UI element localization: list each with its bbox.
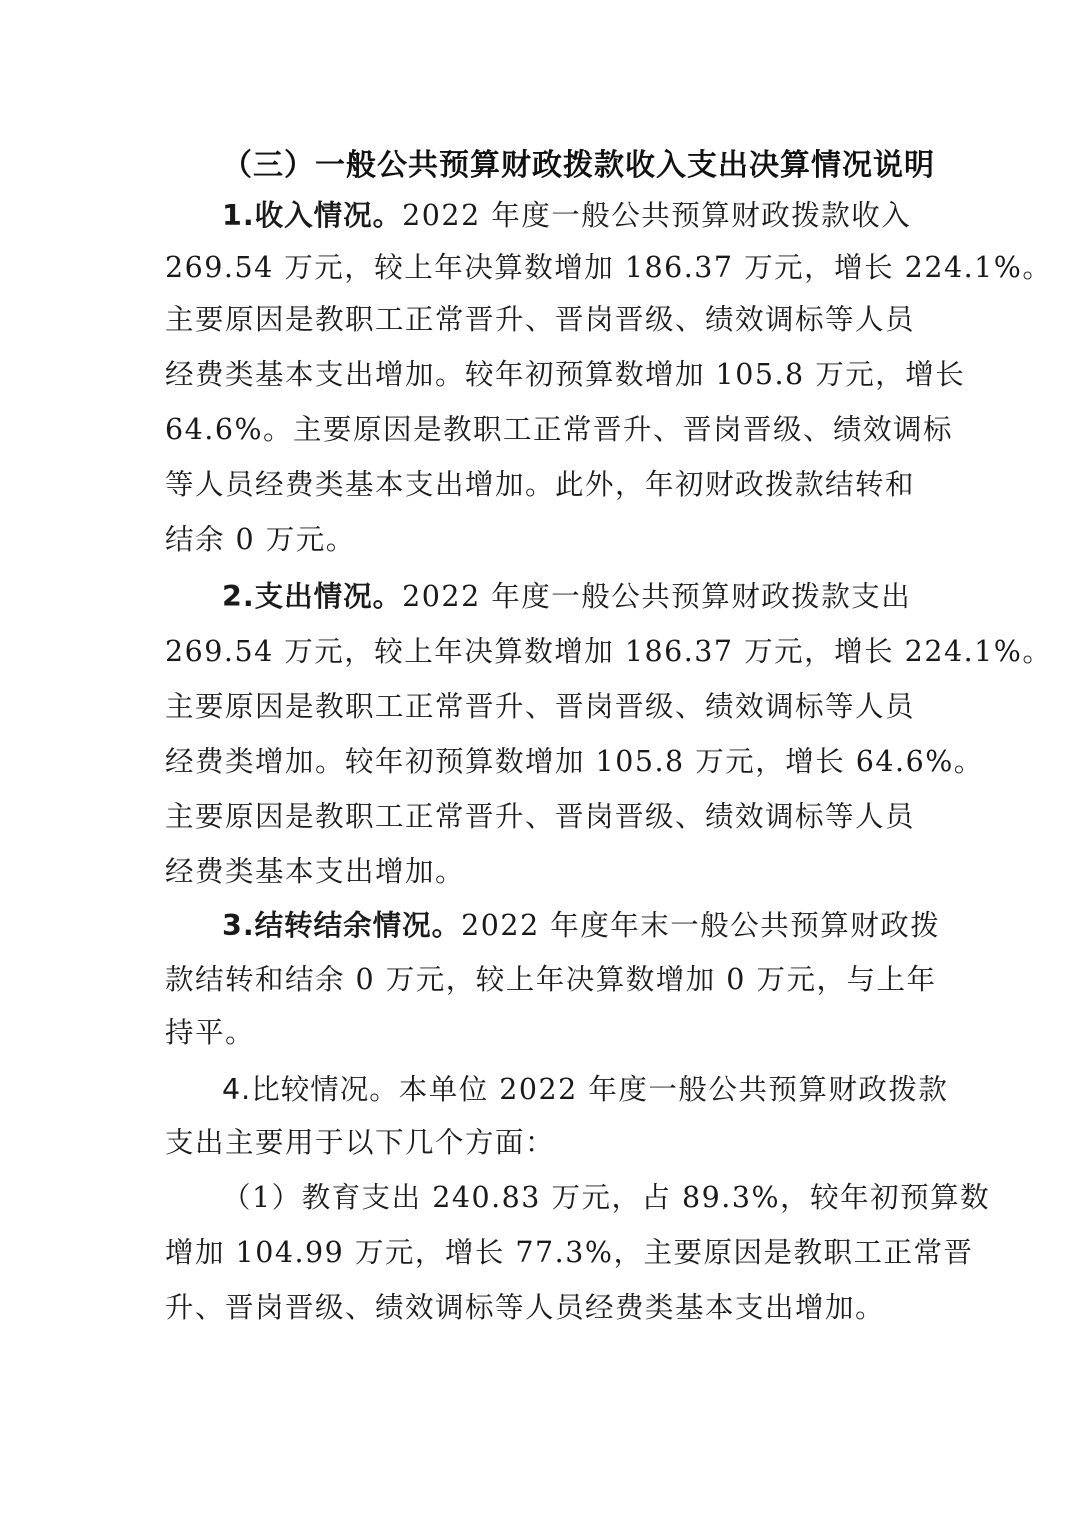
paragraph-line — [222, 196, 1022, 236]
expense-heading: 2.支出情况。 — [222, 580, 403, 613]
text-line: 增加 104.99 万元，增长 77.3%，主要原因是教职工正常晋 — [165, 1236, 974, 1269]
text-line: 64.6%。主要原因是教职工正常晋升、晋岗晋级、绩效调标 — [165, 413, 954, 446]
text-line: （1）教育支出 240.83 万元，占 89.3%，较年初预算数 — [222, 1181, 991, 1214]
text-line: 升、晋岗晋级、绩效调标等人员经费类基本支出增加。 — [165, 1291, 886, 1324]
text-line: 2022 年度一般公共预算财政拨款支出 — [402, 580, 912, 613]
text-line: 主要原因是教职工正常晋升、晋岗晋级、绩效调标等人员 — [165, 800, 916, 833]
text-line: 269.54 万元，较上年决算数增加 186.37 万元，增长 224.1%。 — [165, 635, 1053, 668]
comparison-heading: 4.比较情况。 — [222, 1073, 399, 1106]
text-line: 支出主要用于以下几个方面： — [165, 1126, 556, 1159]
text-line: 主要原因是教职工正常晋升、晋岗晋级、绩效调标等人员 — [165, 303, 916, 336]
text-line: 持平。 — [165, 1016, 256, 1049]
income-heading: 1.收入情况。 — [222, 199, 403, 232]
paragraph-line — [222, 1070, 1022, 1110]
section-title: （三）一般公共预算财政拨款收入支出决算情况说明 — [222, 148, 935, 183]
text-line: 2022 年度年末一般公共预算财政拨 — [461, 909, 941, 942]
text-line: 款结转和结余 0 万元，较上年决算数增加 0 万元，与上年 — [165, 963, 937, 996]
balance-heading: 3.结转结余情况。 — [222, 909, 462, 942]
text-line: 经费类基本支出增加。 — [165, 855, 466, 888]
text-line: 经费类基本支出增加。较年初预算数增加 105.8 万元，增长 — [165, 358, 966, 391]
text-line: 等人员经费类基本支出增加。此外，年初财政拨款结转和 — [165, 468, 916, 501]
text-line: 结余 0 万元。 — [165, 523, 356, 556]
text-line: 经费类增加。较年初预算数增加 105.8 万元，增长 64.6%。 — [165, 745, 984, 778]
text-line: 2022 年度一般公共预算财政拨款收入 — [402, 199, 912, 232]
text-line: 本单位 2022 年度一般公共预算财政拨款 — [398, 1073, 949, 1106]
text-line: 主要原因是教职工正常晋升、晋岗晋级、绩效调标等人员 — [165, 690, 916, 723]
paragraph-line — [222, 906, 1022, 946]
paragraph-line — [222, 577, 1022, 617]
text-line: 269.54 万元，较上年决算数增加 186.37 万元，增长 224.1%。 — [165, 251, 1053, 284]
